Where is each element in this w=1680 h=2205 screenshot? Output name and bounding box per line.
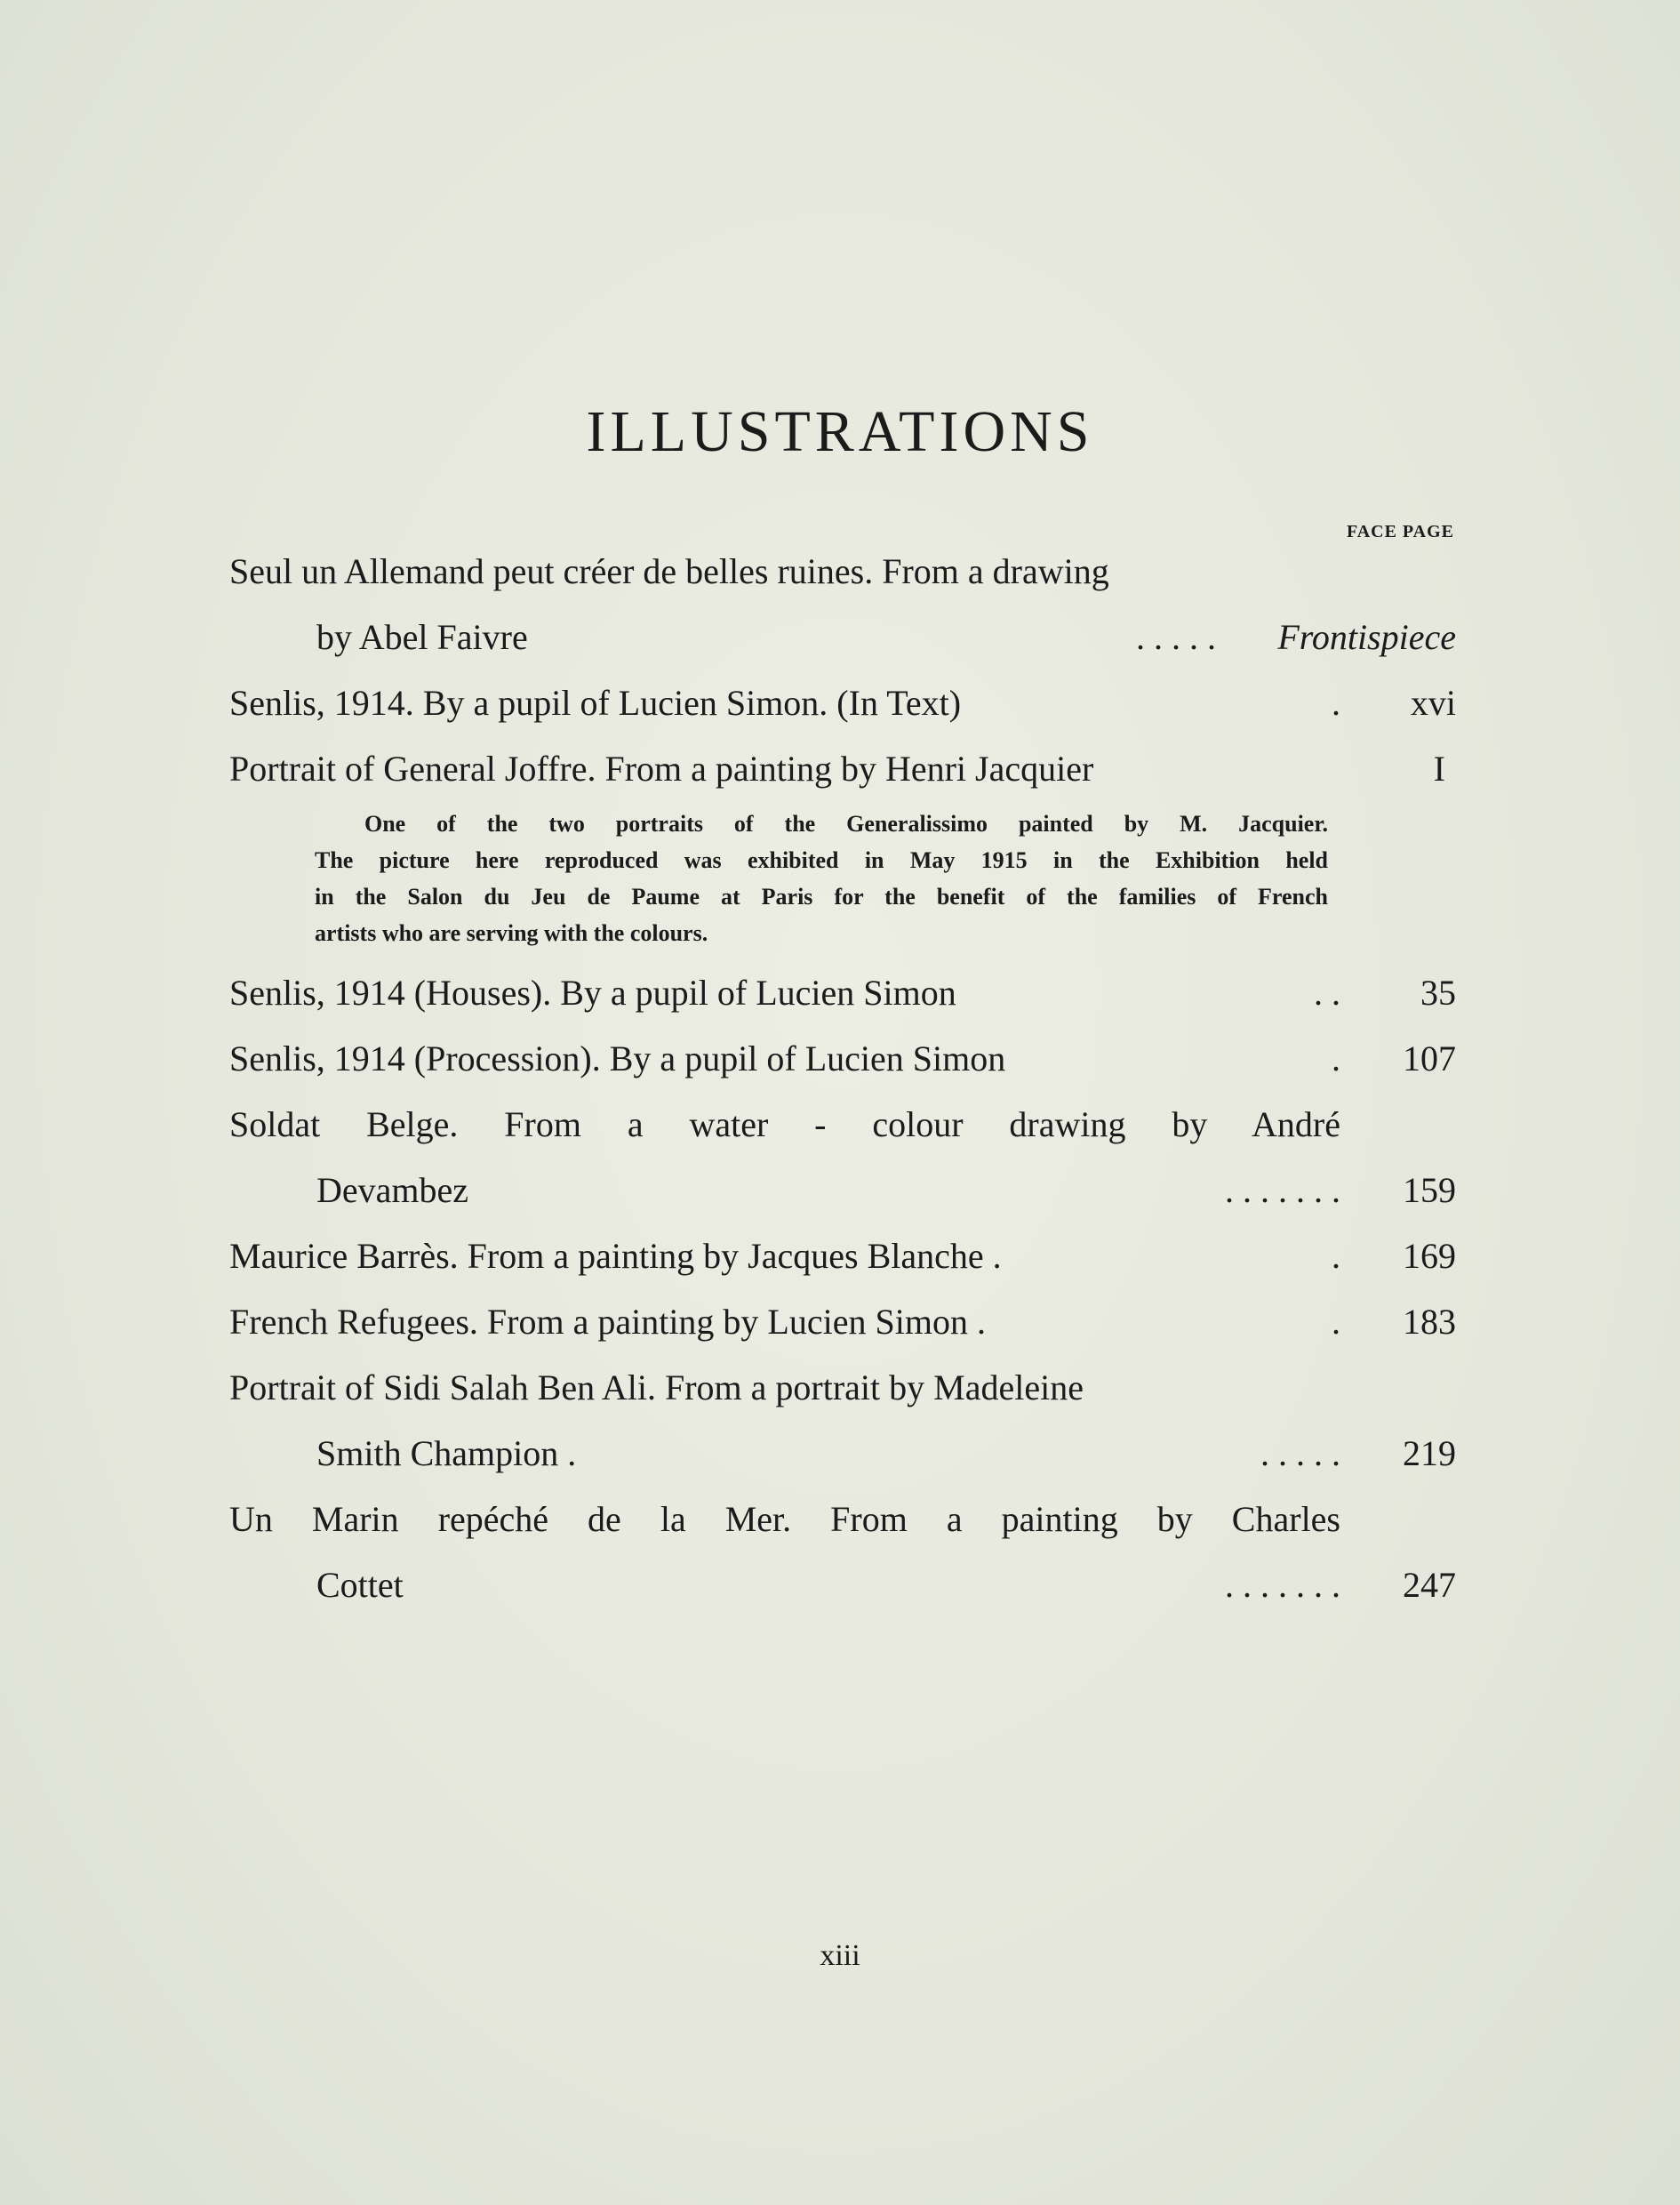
entry-title-continued: Devambez bbox=[316, 1170, 469, 1210]
entry-page: 107 bbox=[1403, 1038, 1456, 1078]
entry-page: Frontispiece bbox=[1277, 617, 1456, 657]
entry-title: Senlis, 1914 (Procession). By a pupil of Lucien Simon bbox=[229, 1038, 1006, 1078]
note-line: artists who are serving with the colours. bbox=[315, 920, 708, 946]
dot-leader: . bbox=[1332, 1236, 1340, 1276]
entry-title: French Refugees. From a painting by Lucien Simon . bbox=[229, 1302, 986, 1342]
list-item bbox=[229, 960, 1456, 1026]
entry-page: 219 bbox=[1403, 1433, 1456, 1473]
dot-leader: . . . . . . . bbox=[1225, 1565, 1340, 1605]
dot-leader: . bbox=[1332, 1302, 1340, 1342]
entry-title: Soldat Belge. From a water - colour drawing by André bbox=[229, 1104, 1340, 1144]
list-item-continuation bbox=[229, 1552, 1456, 1618]
face-page-label: FACE PAGE bbox=[1346, 522, 1454, 541]
entry-title: Portrait of Sidi Salah Ben Ali. From a portrait by Madeleine bbox=[229, 1367, 1084, 1407]
list-item-continuation bbox=[229, 1421, 1456, 1487]
entry-title: Maurice Barrès. From a painting by Jacques Blanche . bbox=[229, 1236, 1002, 1276]
entry-note bbox=[315, 802, 1328, 960]
list-item bbox=[229, 1026, 1456, 1092]
list-item-continuation bbox=[229, 1158, 1456, 1223]
entry-title-continued: Smith Champion . bbox=[316, 1433, 577, 1473]
page-heading: ILLUSTRATIONS bbox=[586, 399, 1094, 464]
illustrations-list bbox=[229, 539, 1456, 1618]
entry-title: Un Marin repéché de la Mer. From a painting by Charles bbox=[229, 1499, 1340, 1539]
list-item bbox=[229, 736, 1456, 802]
entry-page: I bbox=[1433, 749, 1445, 789]
entry-page: 35 bbox=[1420, 973, 1456, 1013]
list-item bbox=[229, 1355, 1456, 1421]
entry-page: xvi bbox=[1410, 683, 1456, 723]
list-item bbox=[229, 1289, 1456, 1355]
entry-title: Senlis, 1914. By a pupil of Lucien Simon. (In Text) bbox=[229, 683, 962, 723]
dot-leader: . . . . . bbox=[1260, 1433, 1340, 1473]
list-item-continuation bbox=[229, 605, 1456, 670]
dot-leader: . bbox=[1332, 683, 1340, 723]
entry-title: Senlis, 1914 (Houses). By a pupil of Lucien Simon bbox=[229, 973, 956, 1013]
entry-title-continued: by Abel Faivre bbox=[316, 617, 528, 657]
dot-leader: . . . . . bbox=[1136, 617, 1216, 657]
note-line: The picture here reproduced was exhibited in May 1915 in the Exhibition held bbox=[315, 847, 1328, 873]
note-line: in the Salon du Jeu de Paume at Paris for the benefit of the families of French bbox=[315, 884, 1328, 910]
list-item bbox=[229, 539, 1456, 605]
entry-title: Portrait of General Joffre. From a painting by Henri Jacquier bbox=[229, 749, 1094, 789]
note-line: One of the two portraits of the Generalissimo painted by M. Jacquier. bbox=[364, 811, 1328, 837]
list-item bbox=[229, 1223, 1456, 1289]
dot-leader: . bbox=[1332, 1038, 1340, 1078]
entry-title: Seul un Allemand peut créer de belles ruines. From a drawing bbox=[229, 551, 1109, 591]
entry-title-continued: Cottet bbox=[316, 1565, 404, 1605]
entry-page: 169 bbox=[1403, 1236, 1456, 1276]
dot-leader: . . bbox=[1314, 973, 1340, 1013]
entry-page: 247 bbox=[1403, 1565, 1456, 1605]
entry-page: 183 bbox=[1403, 1302, 1456, 1342]
list-item bbox=[229, 670, 1456, 736]
entry-page: 159 bbox=[1403, 1170, 1456, 1210]
dot-leader: . . . . . . . bbox=[1225, 1170, 1340, 1210]
list-item bbox=[229, 1092, 1456, 1158]
list-item bbox=[229, 1487, 1456, 1552]
page-number: xiii bbox=[820, 1939, 860, 1972]
